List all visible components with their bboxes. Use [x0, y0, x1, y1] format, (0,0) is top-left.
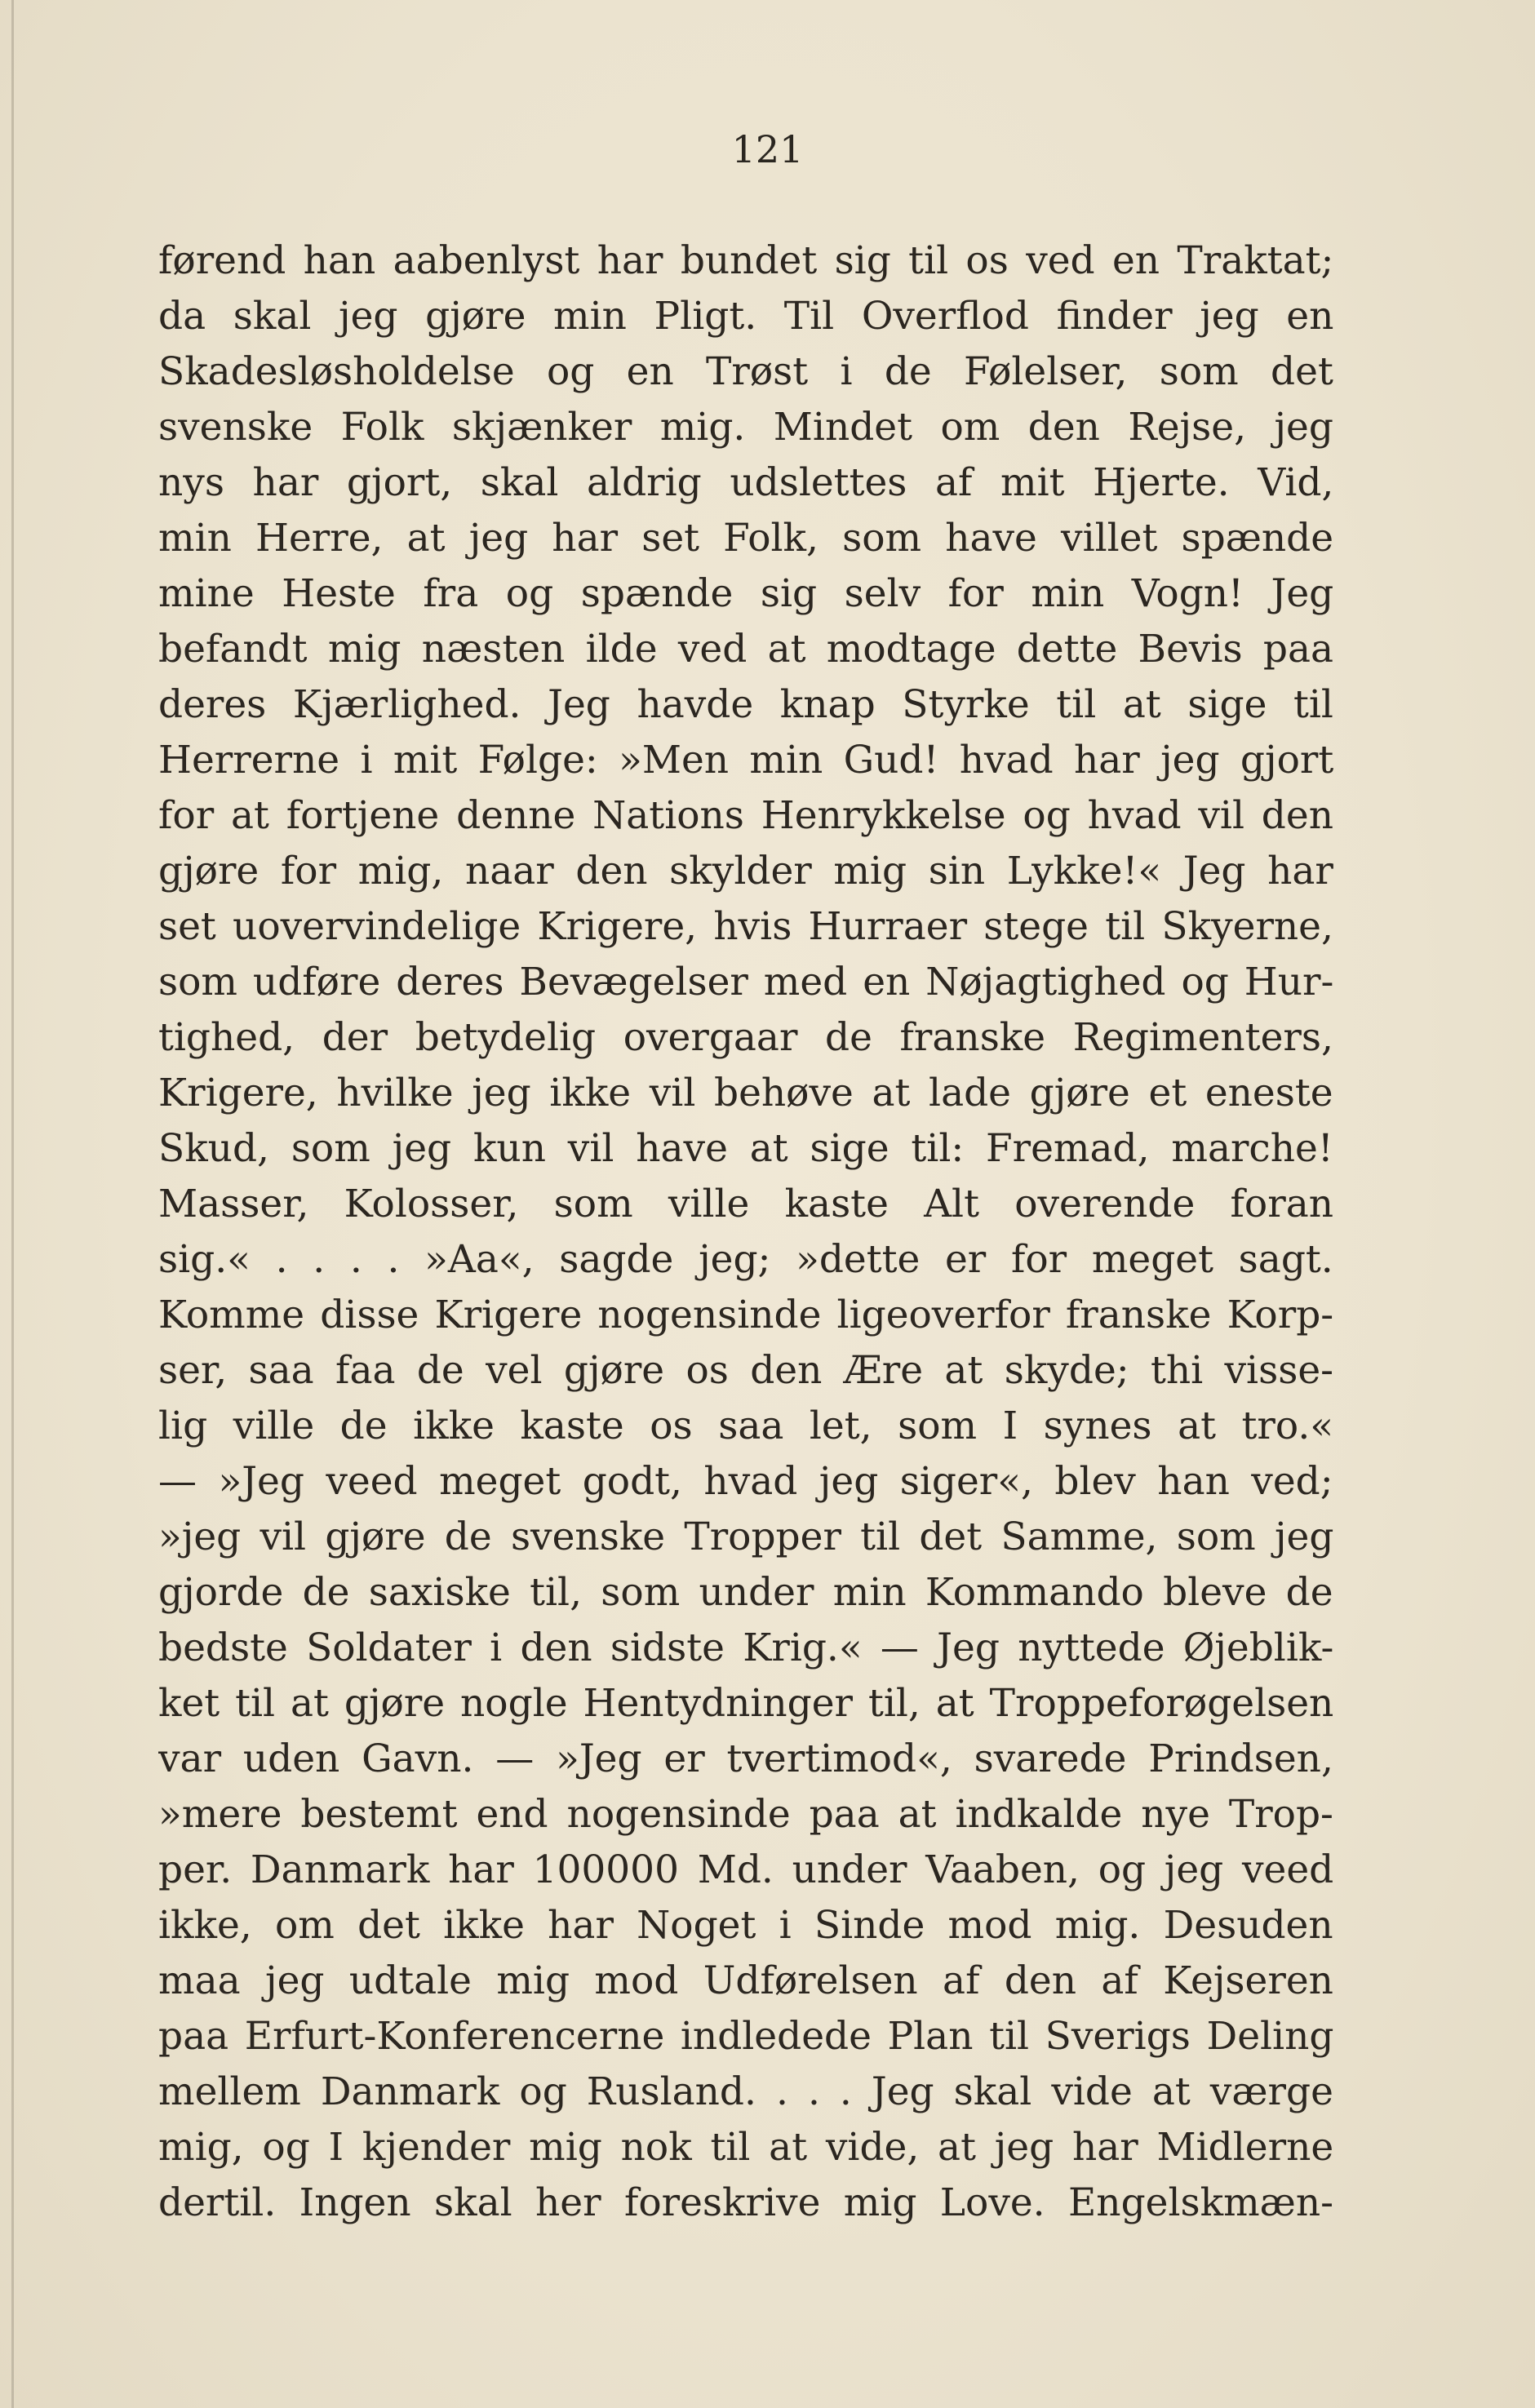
text-line: set uovervindelige Krigere, hvis Hurraer stege til Skyerne,	[158, 904, 1333, 949]
text-line: mellem Danmark og Rusland. . . . Jeg skal vide at værge	[158, 2069, 1333, 2114]
body-text	[158, 233, 1333, 2231]
text-line: Herrerne i mit Følge: »Men min Gud! hvad har jeg gjort	[158, 738, 1333, 783]
text-line: dertil. Ingen skal her foreskrive mig Love. Engelskmæn-	[158, 2180, 1333, 2225]
text-line: mine Heste fra og spænde sig selv for min Vogn! Jeg	[158, 571, 1333, 616]
text-line: da skal jeg gjøre min Pligt. Til Overflod finder jeg en	[158, 294, 1333, 339]
text-line: svenske Folk skjænker mig. Mindet om den Rejse, jeg	[158, 405, 1333, 450]
text-line: førend han aabenlyst har bundet sig til os ved en Traktat;	[158, 238, 1333, 283]
text-line: ket til at gjøre nogle Hentydninger til, at Troppeforøgelsen	[158, 1681, 1333, 1726]
text-line: per. Danmark har 100000 Md. under Vaaben, og jeg veed	[158, 1847, 1333, 1892]
text-line: ikke, om det ikke har Noget i Sinde mod mig. Desuden	[158, 1903, 1333, 1948]
text-line: Masser, Kolosser, som ville kaste Alt overende foran	[158, 1182, 1333, 1226]
text-line: var uden Gavn. — »Jeg er tvertimod«, svarede Prindsen,	[158, 1736, 1333, 1781]
text-line: sig.« . . . . »Aa«, sagde jeg; »dette er for meget sagt.	[158, 1237, 1333, 1282]
text-line: Komme disse Krigere nogensinde ligeoverfor franske Korp-	[158, 1293, 1333, 1337]
text-line: nys har gjort, skal aldrig udslettes af mit Hjerte. Vid,	[158, 460, 1333, 505]
text-line: paa Erfurt-Konferencerne indledede Plan til Sverigs Deling	[158, 2014, 1333, 2059]
text-line: gjøre for mig, naar den skylder mig sin Lykke!« Jeg har	[158, 849, 1333, 894]
text-line: lig ville de ikke kaste os saa let, som I synes at tro.«	[158, 1404, 1333, 1448]
text-line: tighed, der betydelig overgaar de franske Regimenters,	[158, 1015, 1333, 1060]
page-number: 121	[731, 127, 804, 171]
text-line: — »Jeg veed meget godt, hvad jeg siger«, blev han ved;	[158, 1459, 1333, 1504]
text-line: bedste Soldater i den sidste Krig.« — Jeg nyttede Øjeblik-	[158, 1625, 1333, 1670]
text-line: maa jeg udtale mig mod Udførelsen af den af Kejseren	[158, 1958, 1333, 2003]
page-edge-shadow	[11, 0, 14, 2408]
text-line: mig, og I kjender mig nok til at vide, at jeg har Midlerne	[158, 2125, 1333, 2170]
text-line: Krigere, hvilke jeg ikke vil behøve at lade gjøre et eneste	[158, 1071, 1333, 1115]
text-line: gjorde de saxiske til, som under min Kommando bleve de	[158, 1570, 1333, 1615]
text-line: min Herre, at jeg har set Folk, som have villet spænde	[158, 516, 1333, 561]
text-line: »jeg vil gjøre de svenske Tropper til det Samme, som jeg	[158, 1514, 1333, 1559]
text-line: »mere bestemt end nogensinde paa at indkalde nye Trop-	[158, 1792, 1333, 1837]
text-line: befandt mig næsten ilde ved at modtage dette Bevis paa	[158, 627, 1333, 672]
text-line: ser, saa faa de vel gjøre os den Ære at skyde; thi visse-	[158, 1348, 1333, 1393]
text-line: Skud, som jeg kun vil have at sige til: Fremad, marche!	[158, 1126, 1333, 1171]
text-line: som udføre deres Bevægelser med en Nøjagtighed og Hur-	[158, 960, 1333, 1004]
text-line: for at fortjene denne Nations Henrykkelse og hvad vil den	[158, 793, 1333, 838]
text-line: Skadesløsholdelse og en Trøst i de Følelser, som det	[158, 349, 1333, 394]
text-line: deres Kjærlighed. Jeg havde knap Styrke til at sige til	[158, 682, 1333, 727]
